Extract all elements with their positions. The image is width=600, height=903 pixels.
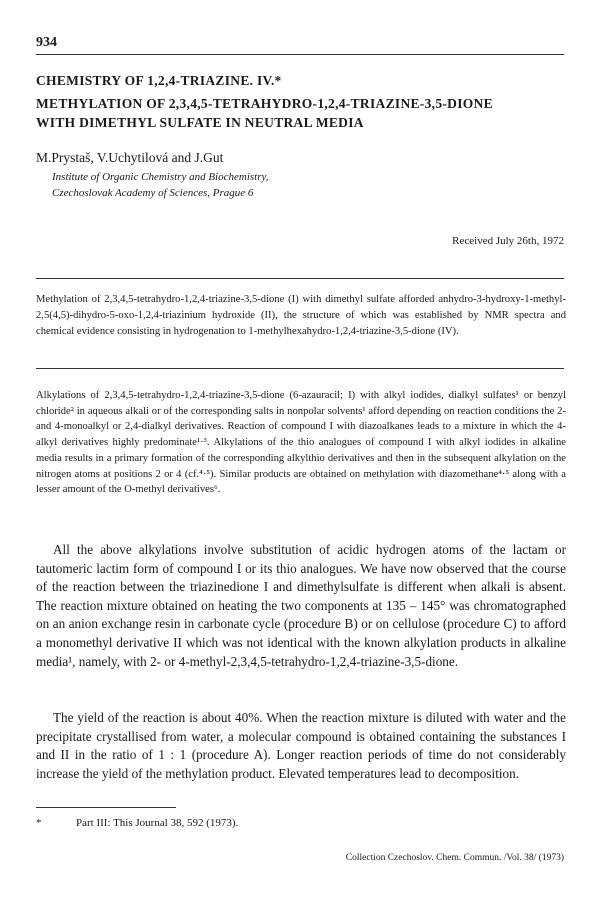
header-rule [36,54,564,55]
footnote-text: Part III: This Journal 38, 592 (1973). [76,817,239,829]
footnote [36,817,238,829]
abstract-top-rule [36,278,564,279]
page-number: 934 [36,35,57,50]
authors: M.Prystaš, V.Uchytilová and J.Gut [36,150,224,165]
article-title-line-2: WITH DIMETHYL SULFATE IN NEUTRAL MEDIA [36,115,364,130]
abstract: Methylation of 2,3,4,5-tetrahydro-1,2,4-triazine-3,5-dione (I) with dimethyl sulfate afforded anhydro-3-hydroxy-1-methyl-2,5(4,5)-dihydro-5-oxo-1,2,4-triazinium hydroxide (II), the structure of which was established by NMR spectra and chemical evidence consisting in hydrogenation to 1-methylhexahydro-1,2,4-triazine-3,5-dione (IV). [36,294,566,337]
body-paragraph-1: All the above alkylations involve substitution of acidic hydrogen atoms of the lactam or tautomeric lactim form of compound I or its thio analogues. We have now observed that the course of the reaction between the triazinedione I and dimethylsulfate is different when alkali is absent. The reaction mixture obtained on heating the two components at 135 – 145° was chromatographed on an anion exchange resin in carbonate cycle (procedure B) or on cellulose (procedure C) to afford a monomethyl derivative II which was not identical with the known alkylation products in alkaline media¹, namely, with 2- or 4-methyl-2,3,4,5-tetrahydro-1,2,4-triazine-3,5-dione. [36,542,566,669]
article-title-line-1: METHYLATION OF 2,3,4,5-TETRAHYDRO-1,2,4-TRIAZINE-3,5-DIONE [36,96,493,111]
affiliation-line-1: Institute of Organic Chemistry and Biochemistry, [52,171,269,183]
footnote-mark: * [36,817,42,829]
abstract-bottom-rule [36,368,564,369]
series-title: CHEMISTRY OF 1,2,4-TRIAZINE. IV.* [36,73,282,88]
introduction-paragraph: Alkylations of 2,3,4,5-tetrahydro-1,2,4-triazine-3,5-dione (6-azauracil; I) with alkyl iodides, dialkyl sulfates¹ or benzyl chloride² in aqueous alkali or of the corresponding salts in nonpolar solvents¹ afford depending on reaction conditions the 2- and 4-monoalkyl or 2,4-dialkyl derivatives. Reaction of compound I with diazoalkanes leads to a mixture in which the 4-alkyl derivatives highly predominate¹·³. Alkylations of the thio analogues of compound I with alkyl iodides in alkaline media results in a primary formation of the corresponding alkylthio derivatives and then in the subsequent alkylation on the nitrogen atoms at positions 2 or 4 (cf.⁴·⁵). Similar products are obtained on methylation with diazomethane⁴·⁵ along with a lesser amount of the O-methyl derivatives⁶. [36,390,566,496]
body-paragraph-2: The yield of the reaction is about 40%. When the reaction mixture is diluted with water and the precipitate crystallised from water, a molecular compound is obtained containing the substances I and II in the ratio of 1 : 1 (procedure A). Longer reaction periods of time do not considerably increase the yield of the methylation product. Elevated temperatures lead to decomposition. [36,710,566,781]
affiliation-line-2: Czechoslovak Academy of Sciences, Prague 6 [52,187,254,199]
journal-footer: Collection Czechoslov. Chem. Commun. /Vol. 38/ (1973) [345,853,564,863]
footnote-rule [36,807,176,808]
received-date: Received July 26th, 1972 [452,235,564,247]
